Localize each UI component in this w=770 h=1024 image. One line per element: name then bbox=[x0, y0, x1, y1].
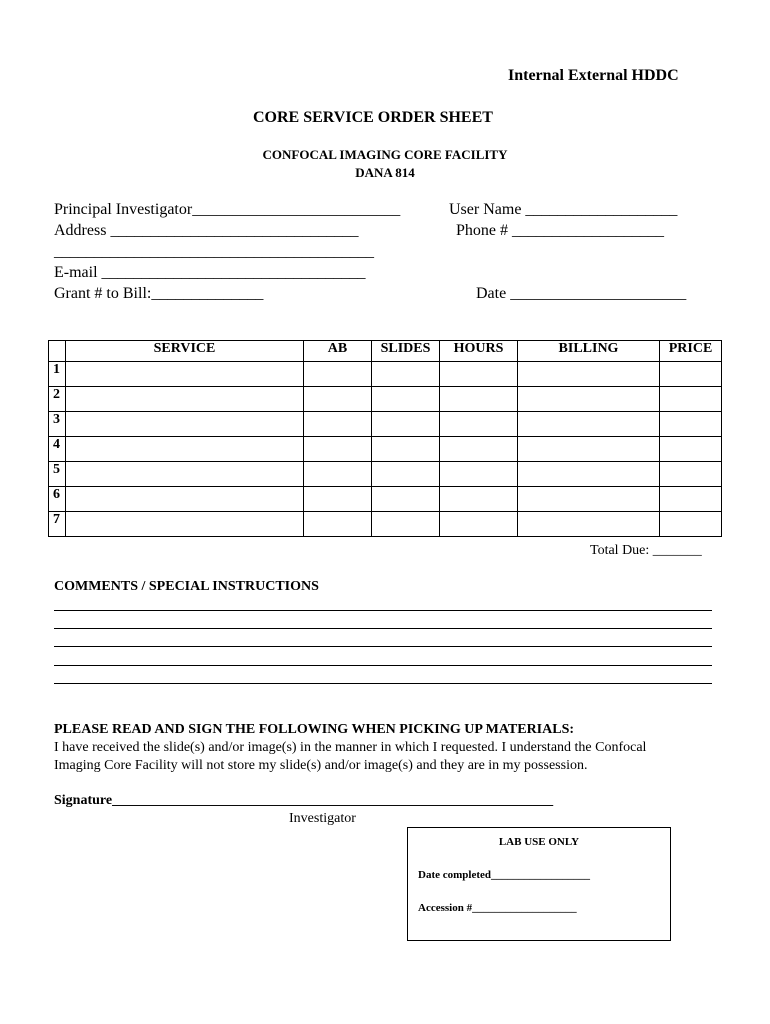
table-row bbox=[49, 387, 722, 412]
ab-cell[interactable] bbox=[304, 512, 372, 537]
table-row bbox=[49, 512, 722, 537]
comment-line[interactable] bbox=[54, 646, 712, 647]
page-title: CORE SERVICE ORDER SHEET bbox=[253, 109, 493, 126]
comment-line[interactable] bbox=[54, 683, 712, 684]
date-completed-field[interactable]: Date completed__________________ bbox=[418, 869, 591, 881]
row-number: 2 bbox=[49, 387, 66, 412]
price-cell[interactable] bbox=[660, 487, 722, 512]
ab-cell[interactable] bbox=[304, 362, 372, 387]
hours-cell[interactable] bbox=[440, 462, 518, 487]
total-due[interactable]: Total Due: _______ bbox=[590, 543, 702, 558]
pickup-heading: PLEASE READ AND SIGN THE FOLLOWING WHEN PICKING UP MATERIALS: bbox=[54, 722, 575, 737]
row-number: 1 bbox=[49, 362, 66, 387]
table-header-row bbox=[49, 341, 722, 362]
accession-field[interactable]: Accession #___________________ bbox=[418, 902, 577, 914]
date-field[interactable]: Date ______________________ bbox=[476, 285, 687, 302]
hours-cell[interactable] bbox=[440, 487, 518, 512]
row-number: 7 bbox=[49, 512, 66, 537]
principal-investigator-field[interactable]: Principal Investigator__________________________ bbox=[54, 201, 401, 218]
slides-cell[interactable] bbox=[372, 362, 440, 387]
ab-cell[interactable] bbox=[304, 487, 372, 512]
table-row bbox=[49, 362, 722, 387]
signature-field[interactable]: Signature_______________________________________________________________ bbox=[54, 793, 554, 808]
address-field[interactable]: Address _______________________________ bbox=[54, 222, 359, 239]
billing-cell[interactable] bbox=[518, 462, 660, 487]
slides-cell[interactable] bbox=[372, 437, 440, 462]
price-cell[interactable] bbox=[660, 512, 722, 537]
lab-use-title: LAB USE ONLY bbox=[498, 836, 580, 848]
column-header-hours: HOURS bbox=[440, 341, 518, 362]
ab-cell[interactable] bbox=[304, 387, 372, 412]
row-number: 3 bbox=[49, 412, 66, 437]
column-header-service: SERVICE bbox=[66, 341, 304, 362]
table-row bbox=[49, 487, 722, 512]
price-cell[interactable] bbox=[660, 362, 722, 387]
pickup-text-line1: I have received the slide(s) and/or image(s) in the manner in which I requested. I understand the Confocal bbox=[54, 740, 647, 755]
ab-cell[interactable] bbox=[304, 412, 372, 437]
billing-cell[interactable] bbox=[518, 412, 660, 437]
comment-line[interactable] bbox=[54, 628, 712, 629]
pickup-text-line2: Imaging Core Facility will not store my slide(s) and/or image(s) and they are in my possession. bbox=[54, 758, 588, 773]
phone-field[interactable]: Phone # ___________________ bbox=[456, 222, 664, 239]
service-cell[interactable] bbox=[66, 437, 304, 462]
column-header bbox=[49, 341, 66, 362]
row-number: 4 bbox=[49, 437, 66, 462]
billing-cell[interactable] bbox=[518, 362, 660, 387]
user-name-field[interactable]: User Name ___________________ bbox=[449, 201, 678, 218]
billing-cell[interactable] bbox=[518, 387, 660, 412]
table-row bbox=[49, 412, 722, 437]
billing-cell[interactable] bbox=[518, 487, 660, 512]
price-cell[interactable] bbox=[660, 412, 722, 437]
price-cell[interactable] bbox=[660, 462, 722, 487]
comment-line[interactable] bbox=[54, 665, 712, 666]
table-row bbox=[49, 462, 722, 487]
hours-cell[interactable] bbox=[440, 362, 518, 387]
comments-heading: COMMENTS / SPECIAL INSTRUCTIONS bbox=[54, 579, 319, 594]
hours-cell[interactable] bbox=[440, 387, 518, 412]
facility-name: CONFOCAL IMAGING CORE FACILITY bbox=[262, 147, 508, 162]
column-header-price: PRICE bbox=[660, 341, 722, 362]
signature-caption: Investigator bbox=[289, 811, 356, 826]
column-header-slides: SLIDES bbox=[372, 341, 440, 362]
slides-cell[interactable] bbox=[372, 512, 440, 537]
service-cell[interactable] bbox=[66, 487, 304, 512]
price-cell[interactable] bbox=[660, 387, 722, 412]
slides-cell[interactable] bbox=[372, 462, 440, 487]
slides-cell[interactable] bbox=[372, 487, 440, 512]
service-cell[interactable] bbox=[66, 362, 304, 387]
price-cell[interactable] bbox=[660, 437, 722, 462]
slides-cell[interactable] bbox=[372, 412, 440, 437]
address-line2-field[interactable]: ________________________________________ bbox=[54, 243, 374, 260]
column-header-billing: BILLING bbox=[518, 341, 660, 362]
hours-cell[interactable] bbox=[440, 512, 518, 537]
slides-cell[interactable] bbox=[372, 387, 440, 412]
service-table bbox=[48, 340, 722, 537]
service-cell[interactable] bbox=[66, 412, 304, 437]
service-cell[interactable] bbox=[66, 462, 304, 487]
comment-line[interactable] bbox=[54, 610, 712, 611]
grant-field[interactable]: Grant # to Bill:______________ bbox=[54, 285, 264, 302]
lab-use-box bbox=[407, 827, 671, 941]
row-number: 6 bbox=[49, 487, 66, 512]
order-category: Internal External HDDC bbox=[508, 67, 679, 84]
table-row bbox=[49, 437, 722, 462]
hours-cell[interactable] bbox=[440, 412, 518, 437]
ab-cell[interactable] bbox=[304, 437, 372, 462]
column-header-ab: AB bbox=[304, 341, 372, 362]
hours-cell[interactable] bbox=[440, 437, 518, 462]
row-number: 5 bbox=[49, 462, 66, 487]
facility-location: DANA 814 bbox=[355, 165, 415, 180]
ab-cell[interactable] bbox=[304, 462, 372, 487]
service-cell[interactable] bbox=[66, 512, 304, 537]
service-cell[interactable] bbox=[66, 387, 304, 412]
billing-cell[interactable] bbox=[518, 512, 660, 537]
email-field[interactable]: E-mail _________________________________ bbox=[54, 264, 366, 281]
billing-cell[interactable] bbox=[518, 437, 660, 462]
